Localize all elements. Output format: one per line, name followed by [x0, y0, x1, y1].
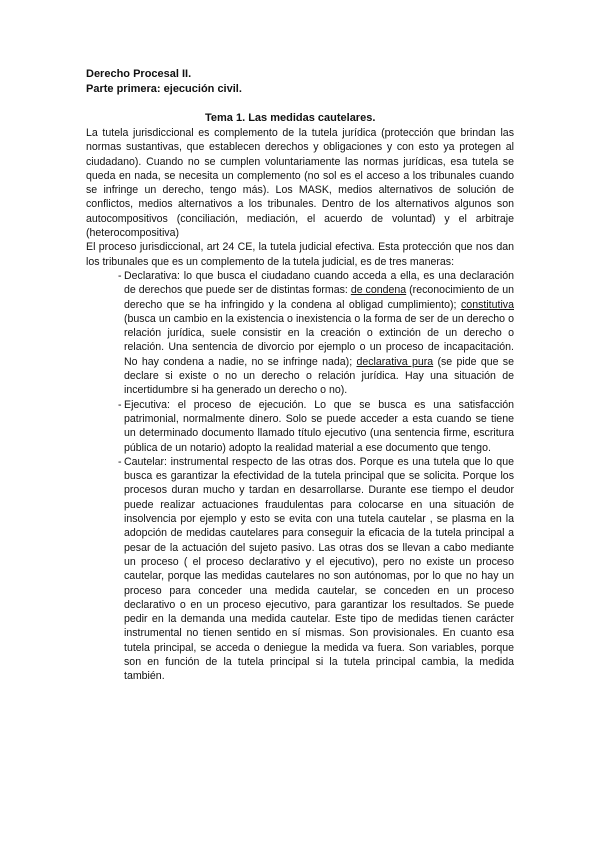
paragraph-tutela-judicial: El proceso jurisdiccional, art 24 CE, la tutela judicial efectiva. Esta protección que nos dan los tribunales que es un complemento de la tutela judicial, es de tres maneras: [86, 241, 514, 268]
list-bullet-dash: - [118, 455, 122, 468]
list-bullet-dash: - [118, 398, 122, 411]
section-heading: Tema 1. Las medidas cautelares. [205, 112, 376, 124]
document-subtitle: Parte primera: ejecución civil. [86, 83, 242, 95]
underlined-term-declarativa-pura: declarativa pura [356, 355, 434, 368]
text-segment: (reconocimiento de un derecho que se ha infringido y la condena al obligad cumplimiento); [124, 284, 514, 311]
list-item-text: Cautelar: instrumental respecto de las otras dos. Porque es una tutela que lo que busca es garantizar la efectividad de la tutela principal que se solicita. Porque los procesos duran mucho y tardan en desarrollarse. Durante ese tiempo el deudor puede realizar actuaciones fraudulentas para colocarse en una situación de insolvencia por ejemplo y esto se evita con una tutela cautelar , se plasma en la adopción de medidas cautelares para conseguir la eficacia de la tutela principal a pesar de la actuación del sujeto pasivo. Las otras dos se llevan a cabo mediante un proceso ( el proceso declarativo y el ejecutivo), pero no existe un proceso cautelar, porque las medidas cautelares no son autónomas, por lo que no hay un proceso para conceder una medida cautelar, se conceden en un proceso declarativo o en un proceso ejecutivo, para garantizar los resultados. Se puede pedir en la demanda una medida cautelar. Este tipo de medidas tienen carácter instrumental no tienen sentido en sí mismas. Son provisionales. En cuanto esa tutela principal, se acceda o deniegue la medida va fuera. Son variables, porque son en función de la tutela principal si la tutela principal cambia, la medida también. [124, 455, 514, 683]
tutela-types-list [86, 269, 514, 684]
document-body [86, 126, 514, 684]
document-title: Derecho Procesal II. [86, 68, 192, 80]
underlined-term-constitutiva: constitutiva [461, 298, 514, 311]
text-segment: (se pide que se declare si existe o no un derecho o relación jurídica. Hay una situación de incertidumbre si ha generado un derecho o no). [124, 355, 514, 397]
list-bullet-dash: - [118, 269, 122, 282]
list-item-text: Ejecutiva: el proceso de ejecución. Lo que se busca es una satisfacción patrimonial, normalmente dinero. Solo se puede acceder a esta cuando se tiene un determinado documento llamado título ejecutivo (una sentencia firme, escritura pública de un notario) adopto la realidad material a ese documento que tengo. [124, 398, 514, 454]
list-item-cautelar [86, 455, 514, 684]
paragraph-intro: La tutela jurisdiccional es complemento de la tutela jurídica (protección que brindan las normas sustantivas, que establecen derechos y obligaciones y con esto ya protegen al ciudadano). Cuando no se cumplen voluntariamente las normas jurídicas, esa tutela se queda en nada, se necesita un complemento (no sol es el acceso a los tribunales cuando se infringe un derecho, tengo más). Los MASK, medios alternativos de solución de conflictos, medios alternativos a los tribunales. Dentro de los alternativos algunos son autocompositivos (conciliación, mediación, el acuerdo de voluntad) y el arbitraje (heterocompositiva) [86, 127, 514, 240]
underlined-term-de-condena: de condena [350, 284, 407, 297]
list-item-text [124, 269, 514, 398]
list-item-declarativa [86, 269, 514, 398]
list-item-ejecutiva [86, 398, 514, 455]
text-segment: (busca un cambio en la existencia o inexistencia o la forma de ser de un derecho o relación jurídica, suele consistir en la creación o extinción de un derecho o relación. Una sentencia de divorcio por ejemplo o un proceso de incapacitación. No hay condena a nadie, no se infringe nada); [124, 312, 514, 368]
text-segment: Declarativa: lo que busca el ciudadano cuando acceda a ella, es una declaración de derechos que puede ser de distintas formas: [124, 269, 514, 297]
